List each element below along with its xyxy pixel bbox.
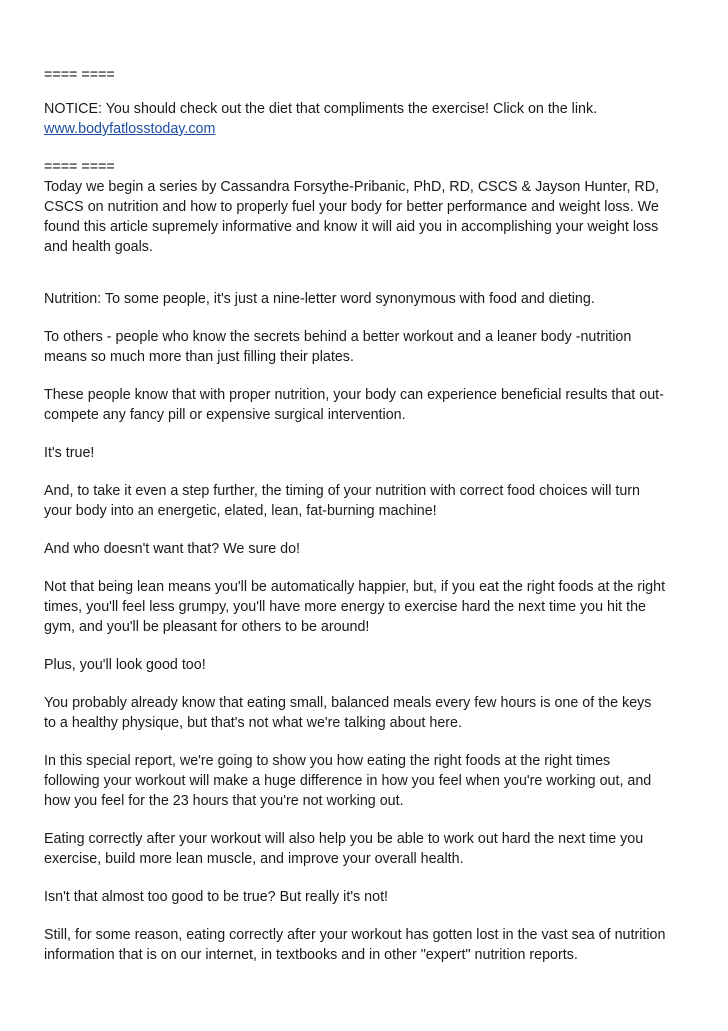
paragraph-line: CSCS on nutrition and how to properly fuel your body for better performance and weight loss. We [44,199,659,215]
paragraph-line: It's true! [44,445,95,461]
paragraph-line: your body into an energetic, elated, lean, fat-burning machine! [44,503,437,519]
paragraph [44,887,689,907]
document-page [44,65,689,965]
paragraph-line: to a healthy physique, but that's not what we're talking about here. [44,715,462,731]
paragraph [44,539,689,559]
paragraph-line: means so much more than just filling their plates. [44,349,354,365]
paragraph-intro [44,177,689,257]
paragraph-line: You probably already know that eating small, balanced meals every few hours is one of the keys [44,695,652,711]
paragraph-line: compete any fancy pill or expensive surgical intervention. [44,407,406,423]
notice-link[interactable]: www.bodyfatlosstoday.com [44,121,216,137]
paragraph [44,751,689,811]
paragraph [44,829,689,869]
paragraph-line: gym, and you'll be pleasant for others to be around! [44,619,370,635]
paragraph-line: exercise, build more lean muscle, and improve your overall health. [44,851,464,867]
separator-top: ==== ==== [44,67,115,83]
paragraph [44,655,689,675]
paragraph-line: Today we begin a series by Cassandra Forsythe-Pribanic, PhD, RD, CSCS & Jayson Hunter, RD, [44,179,660,195]
paragraph-line: Isn't that almost too good to be true? But really it's not! [44,889,389,905]
paragraph-line: and health goals. [44,239,153,255]
paragraph [44,925,689,965]
separator-mid: ==== ==== [44,159,115,175]
paragraph-line: In this special report, we're going to show you how eating the right foods at the right times [44,753,611,769]
paragraph-line: information that is on our internet, in textbooks and in other "expert" nutrition reports. [44,947,578,963]
paragraph [44,577,689,637]
paragraph-line: Nutrition: To some people, it's just a nine-letter word synonymous with food and dieting. [44,291,595,307]
notice-text: NOTICE: You should check out the diet that compliments the exercise! Click on the link. [44,101,598,117]
paragraph-line: found this article supremely informative and know it will aid you in accomplishing your weight loss [44,219,659,235]
paragraph-line: times, you'll feel less grumpy, you'll have more energy to exercise hard the next time you hit the [44,599,646,615]
paragraph [44,385,689,425]
paragraph-line: Still, for some reason, eating correctly after your workout has gotten lost in the vast sea of nutrition [44,927,666,943]
paragraph [44,481,689,521]
paragraph [44,289,689,309]
paragraph-line: Not that being lean means you'll be automatically happier, but, if you eat the right foods at the right [44,579,666,595]
paragraph-line: These people know that with proper nutrition, your body can experience beneficial results that out- [44,387,664,403]
spacer [44,85,689,99]
paragraph [44,327,689,367]
paragraph-line: following your workout will make a huge difference in how you feel when you're working out, and [44,773,652,789]
paragraph-line: And who doesn't want that? We sure do! [44,541,300,557]
paragraph-line: Plus, you'll look good too! [44,657,206,673]
paragraph-line: And, to take it even a step further, the timing of your nutrition with correct food choices will turn [44,483,641,499]
paragraph-line: To others - people who know the secrets behind a better workout and a leaner body -nutrition [44,329,632,345]
paragraph-line: Eating correctly after your workout will also help you be able to work out hard the next time you [44,831,644,847]
paragraph [44,693,689,733]
spacer [44,275,689,289]
notice-block [44,99,689,139]
paragraph-line: how you feel for the 23 hours that you're not working out. [44,793,404,809]
paragraph [44,443,689,463]
